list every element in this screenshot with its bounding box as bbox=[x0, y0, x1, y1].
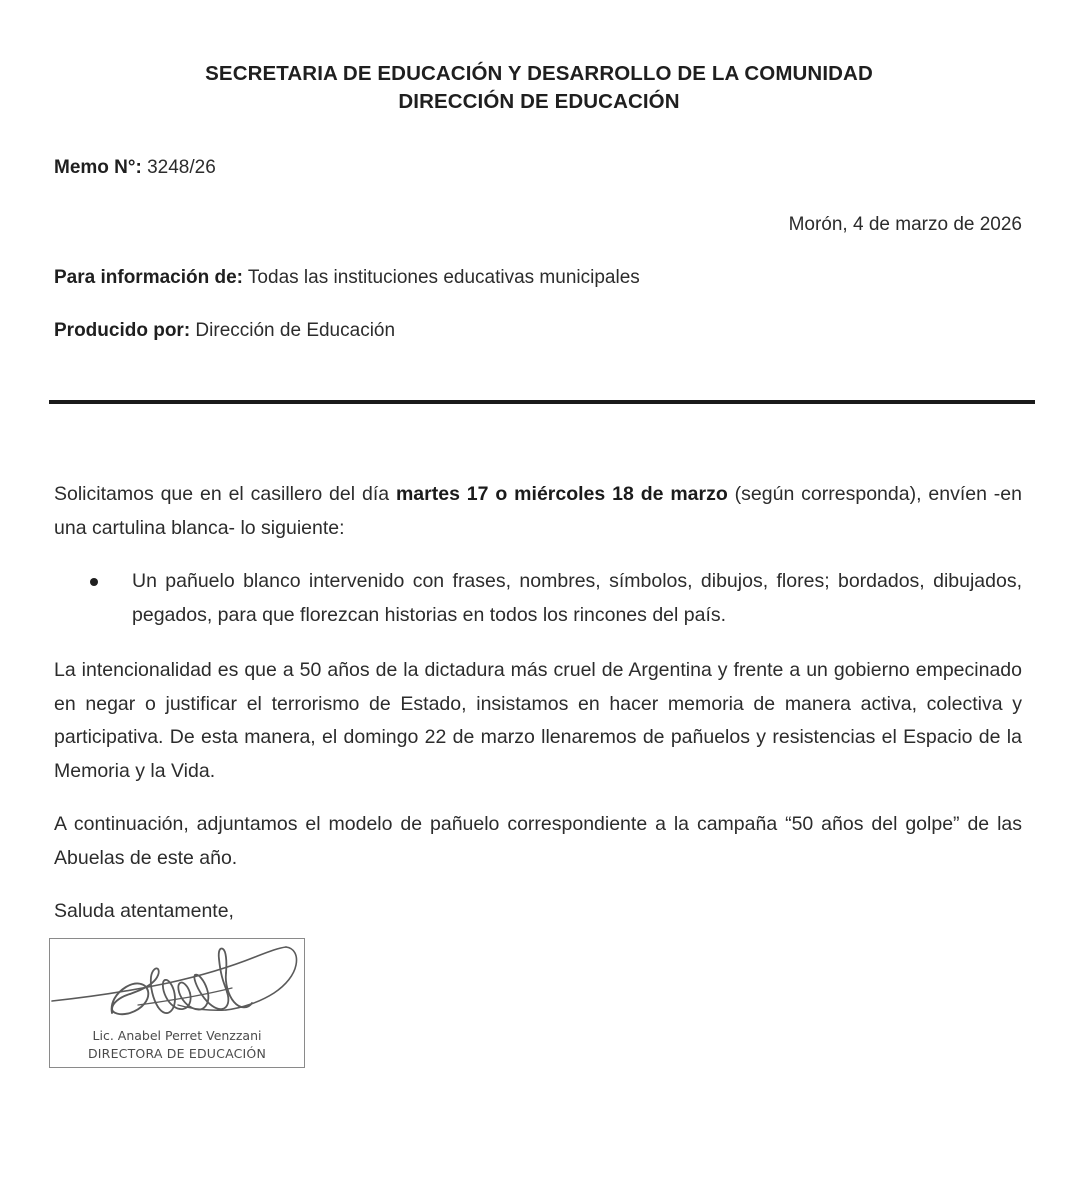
field-recipient-label: Para información de: bbox=[54, 267, 243, 288]
memo-number-value: 3248/26 bbox=[141, 157, 216, 178]
field-recipient-value: Todas las instituciones educativas municipales bbox=[243, 267, 640, 288]
body-paragraph-1 bbox=[54, 478, 1022, 545]
signatory-name: Lic. Anabel Perret Venzzani bbox=[92, 1028, 262, 1043]
list-item-text: Un pañuelo blanco intervenido con frases, nombres, símbolos, dibujos, flores; bordados, dibujados, pegados, para que florezcan historias en todos los rincones del país. bbox=[132, 570, 1022, 626]
letterhead-line-1: SECRETARIA DE EDUCACIÓN Y DESARROLLO DE LA COMUNIDAD bbox=[205, 62, 873, 85]
horizontal-divider bbox=[49, 400, 1035, 404]
bullet-point-icon bbox=[90, 578, 98, 586]
field-producer-value: Dirección de Educación bbox=[190, 320, 396, 341]
body-paragraph-1-after: (según corresponda), envíen -en una cartulina blanca- lo siguiente: bbox=[54, 483, 1022, 539]
closing-salutation: Saluda atentamente, bbox=[54, 900, 234, 922]
memo-number bbox=[54, 155, 216, 181]
requested-items-list bbox=[54, 565, 1022, 632]
field-producer-label: Producido por: bbox=[54, 320, 191, 341]
body-paragraph-1-before: Solicitamos que en el casillero del día bbox=[54, 483, 396, 505]
signatory-title: DIRECTORA DE EDUCACIÓN bbox=[87, 1046, 267, 1061]
document-body bbox=[54, 478, 1022, 929]
letterhead bbox=[54, 60, 1024, 116]
signature-block bbox=[49, 938, 305, 1068]
body-paragraph-2: La intencionalidad es que a 50 años de la dictadura más cruel de Argentina y frente a un gobierno empecinado en negar o justificar el terrorismo de Estado, insistamos en hacer memoria de manera activa, colectiva y participativa. De esta manera, el domingo 22 de marzo llenaremos de pañuelos y resistencias el Espacio de la Memoria y la Vida. bbox=[54, 659, 1022, 782]
handwritten-signature-icon bbox=[50, 939, 304, 1031]
letterhead-line-2: DIRECCIÓN DE EDUCACIÓN bbox=[398, 90, 680, 113]
body-paragraph-3: A continuación, adjuntamos el modelo de pañuelo correspondiente a la campaña “50 años del golpe” de las Abuelas de este año. bbox=[54, 813, 1022, 869]
list-item bbox=[54, 565, 1022, 632]
date-line: Morón, 4 de marzo de 2026 bbox=[788, 214, 1022, 235]
body-paragraph-1-dates: martes 17 o miércoles 18 de marzo bbox=[395, 483, 728, 505]
field-producer bbox=[54, 318, 395, 344]
field-recipient bbox=[54, 265, 640, 291]
memo-number-label: Memo N°: bbox=[54, 157, 142, 178]
